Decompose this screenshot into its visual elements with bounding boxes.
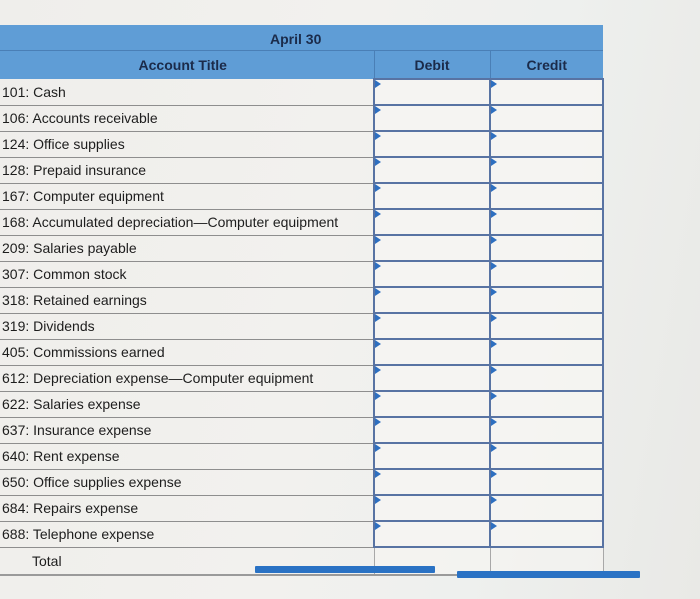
credit-input[interactable]	[491, 315, 602, 337]
account-title: 612: Depreciation expense—Computer equipment	[0, 365, 374, 391]
bottom-navigation	[0, 565, 700, 585]
credit-cell	[490, 79, 603, 105]
credit-cell	[490, 495, 603, 521]
account-row	[0, 339, 603, 365]
credit-input[interactable]	[491, 341, 602, 363]
credit-cell	[490, 365, 603, 391]
dropdown-flag-icon	[491, 210, 497, 218]
account-title: 684: Repairs expense	[0, 495, 374, 521]
credit-input[interactable]	[491, 211, 602, 233]
credit-input[interactable]	[491, 445, 602, 467]
credit-cell	[490, 209, 603, 235]
debit-input[interactable]	[375, 237, 489, 259]
dropdown-flag-icon	[491, 340, 497, 348]
dropdown-flag-icon	[491, 470, 497, 478]
dropdown-flag-icon	[375, 262, 381, 270]
account-title: 128: Prepaid insurance	[0, 157, 374, 183]
credit-input[interactable]	[491, 263, 602, 285]
dropdown-flag-icon	[491, 262, 497, 270]
credit-cell	[490, 157, 603, 183]
account-row	[0, 79, 603, 105]
debit-cell	[374, 443, 490, 469]
debit-header: Debit	[374, 51, 490, 80]
dropdown-flag-icon	[375, 158, 381, 166]
debit-cell	[374, 131, 490, 157]
dropdown-flag-icon	[375, 288, 381, 296]
account-title: 124: Office supplies	[0, 131, 374, 157]
account-row	[0, 417, 603, 443]
account-row	[0, 287, 603, 313]
dropdown-flag-icon	[375, 184, 381, 192]
debit-cell	[374, 521, 490, 547]
dropdown-flag-icon	[491, 288, 497, 296]
debit-input[interactable]	[375, 263, 489, 285]
account-title: 168: Accumulated depreciation—Computer equipment	[0, 209, 374, 235]
debit-input[interactable]	[375, 367, 489, 389]
credit-input[interactable]	[491, 237, 602, 259]
dropdown-flag-icon	[375, 418, 381, 426]
credit-cell	[490, 313, 603, 339]
date-header	[0, 25, 603, 51]
debit-cell	[374, 209, 490, 235]
credit-input[interactable]	[491, 497, 602, 519]
account-title: 209: Salaries payable	[0, 235, 374, 261]
dropdown-flag-icon	[375, 236, 381, 244]
debit-input[interactable]	[375, 471, 489, 493]
column-header-row	[0, 51, 603, 80]
account-row	[0, 365, 603, 391]
debit-cell	[374, 183, 490, 209]
dropdown-flag-icon	[375, 314, 381, 322]
account-row	[0, 105, 603, 131]
credit-input[interactable]	[491, 367, 602, 389]
dropdown-flag-icon	[491, 158, 497, 166]
account-title: 637: Insurance expense	[0, 417, 374, 443]
account-row	[0, 261, 603, 287]
account-title: 319: Dividends	[0, 313, 374, 339]
debit-cell	[374, 235, 490, 261]
account-row	[0, 209, 603, 235]
date-label: April 30	[270, 31, 322, 47]
credit-cell	[490, 235, 603, 261]
credit-input[interactable]	[491, 185, 602, 207]
dropdown-flag-icon	[491, 496, 497, 504]
debit-input[interactable]	[375, 81, 489, 103]
credit-cell	[490, 131, 603, 157]
account-row	[0, 313, 603, 339]
credit-input[interactable]	[491, 81, 602, 103]
debit-input[interactable]	[375, 393, 489, 415]
debit-cell	[374, 105, 490, 131]
account-row	[0, 391, 603, 417]
credit-cell	[490, 183, 603, 209]
credit-cell	[490, 261, 603, 287]
dropdown-flag-icon	[491, 132, 497, 140]
debit-cell	[374, 365, 490, 391]
account-title: 622: Salaries expense	[0, 391, 374, 417]
account-row	[0, 131, 603, 157]
dropdown-flag-icon	[491, 522, 497, 530]
debit-input[interactable]	[375, 159, 489, 181]
credit-input[interactable]	[491, 159, 602, 181]
account-title-header: Account Title	[0, 51, 374, 80]
credit-input[interactable]	[491, 419, 602, 441]
account-row	[0, 157, 603, 183]
account-title: 307: Common stock	[0, 261, 374, 287]
trial-balance-table	[0, 25, 604, 576]
credit-cell	[490, 287, 603, 313]
debit-input[interactable]	[375, 211, 489, 233]
debit-input[interactable]	[375, 185, 489, 207]
debit-cell	[374, 287, 490, 313]
dropdown-flag-icon	[375, 210, 381, 218]
account-title: 318: Retained earnings	[0, 287, 374, 313]
credit-cell	[490, 417, 603, 443]
dropdown-flag-icon	[491, 314, 497, 322]
dropdown-flag-icon	[491, 106, 497, 114]
debit-input[interactable]	[375, 133, 489, 155]
account-title: 167: Computer equipment	[0, 183, 374, 209]
account-row	[0, 235, 603, 261]
dropdown-flag-icon	[375, 366, 381, 374]
debit-input[interactable]	[375, 497, 489, 519]
debit-cell	[374, 313, 490, 339]
account-title: 106: Accounts receivable	[0, 105, 374, 131]
account-title: 650: Office supplies expense	[0, 469, 374, 495]
debit-cell	[374, 261, 490, 287]
debit-input[interactable]	[375, 289, 489, 311]
total-label: Total	[32, 552, 62, 569]
debit-input[interactable]	[375, 341, 489, 363]
debit-cell	[374, 417, 490, 443]
account-title: 101: Cash	[0, 79, 374, 105]
dropdown-flag-icon	[375, 106, 381, 114]
account-row	[0, 521, 603, 547]
trial-balance-worksheet	[0, 25, 603, 576]
dropdown-flag-icon	[375, 522, 381, 530]
credit-input[interactable]	[491, 523, 602, 545]
dropdown-flag-icon	[491, 184, 497, 192]
account-title: 688: Telephone expense	[0, 521, 374, 547]
dropdown-flag-icon	[375, 132, 381, 140]
debit-input[interactable]	[375, 419, 489, 441]
account-row	[0, 443, 603, 469]
account-row	[0, 183, 603, 209]
dropdown-flag-icon	[375, 470, 381, 478]
debit-cell	[374, 469, 490, 495]
debit-cell	[374, 391, 490, 417]
dropdown-flag-icon	[491, 392, 497, 400]
dropdown-flag-icon	[491, 80, 497, 88]
previous-button[interactable]	[255, 566, 435, 573]
credit-input[interactable]	[491, 107, 602, 129]
dropdown-flag-icon	[375, 444, 381, 452]
dropdown-flag-icon	[491, 444, 497, 452]
dropdown-flag-icon	[491, 418, 497, 426]
account-row	[0, 469, 603, 495]
dropdown-flag-icon	[375, 392, 381, 400]
account-title: 405: Commissions earned	[0, 339, 374, 365]
dropdown-flag-icon	[491, 366, 497, 374]
debit-cell	[374, 157, 490, 183]
credit-cell	[490, 443, 603, 469]
account-row	[0, 495, 603, 521]
debit-input[interactable]	[375, 523, 489, 545]
next-button[interactable]	[457, 571, 640, 578]
credit-cell	[490, 339, 603, 365]
credit-cell	[490, 469, 603, 495]
dropdown-flag-icon	[491, 236, 497, 244]
debit-input[interactable]	[375, 107, 489, 129]
credit-cell	[490, 391, 603, 417]
dropdown-flag-icon	[375, 496, 381, 504]
date-header-row	[0, 25, 603, 51]
credit-input[interactable]	[491, 289, 602, 311]
credit-header: Credit	[490, 51, 603, 80]
credit-input[interactable]	[491, 471, 602, 493]
credit-cell	[490, 521, 603, 547]
debit-input[interactable]	[375, 445, 489, 467]
credit-input[interactable]	[491, 393, 602, 415]
credit-input[interactable]	[491, 133, 602, 155]
debit-input[interactable]	[375, 315, 489, 337]
credit-cell	[490, 105, 603, 131]
debit-cell	[374, 79, 490, 105]
debit-cell	[374, 339, 490, 365]
dropdown-flag-icon	[375, 340, 381, 348]
account-title: 640: Rent expense	[0, 443, 374, 469]
debit-cell	[374, 495, 490, 521]
dropdown-flag-icon	[375, 80, 381, 88]
